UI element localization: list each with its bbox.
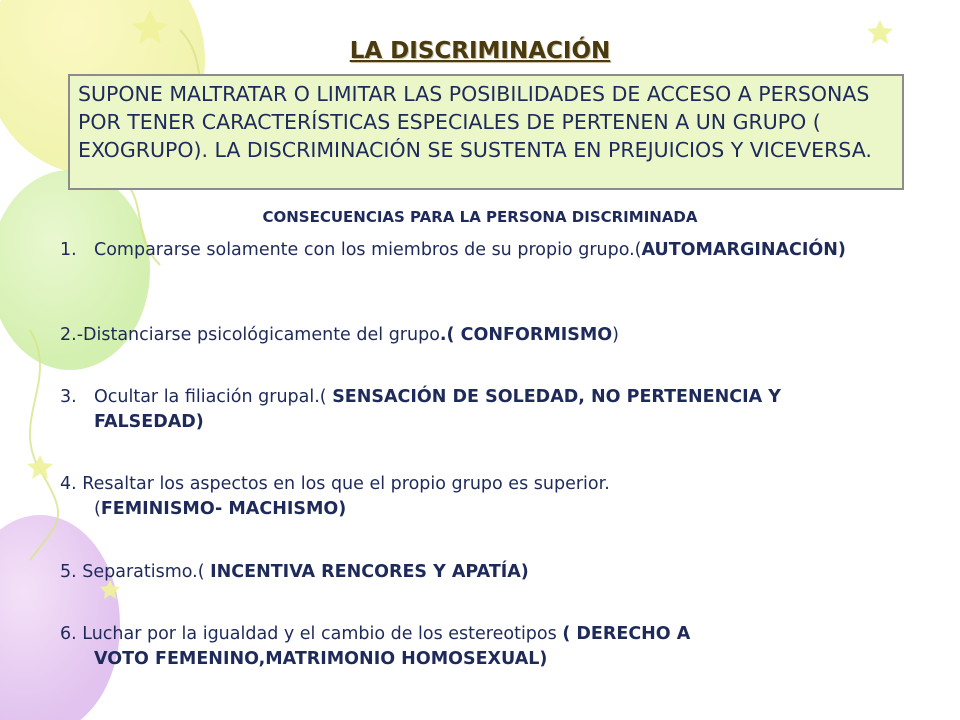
consequence-item-6 — [60, 622, 900, 672]
consequence-item-2 — [60, 323, 860, 348]
consequence-item-1 — [60, 238, 860, 263]
consequence-item-4 — [60, 472, 860, 522]
item-emphasis: SENSACIÓN DE SOLEDAD, NO PERTENENCIA Y FALSEDAD) — [94, 387, 781, 432]
item-emphasis-cont: VOTO FEMENINO,MATRIMONIO HOMOSEXUAL) — [94, 649, 548, 669]
item-text: Ocultar la filiación grupal.( — [94, 387, 333, 407]
page-title: LA DISCRIMINACIÓN — [349, 38, 611, 64]
item-emphasis: .( CONFORMISMO — [439, 325, 613, 345]
item-emphasis: FEMINISMO- MACHISMO) — [100, 499, 347, 519]
item-emphasis: AUTOMARGINACIÓN) — [641, 240, 846, 260]
consequences-heading: CONSECUENCIAS PARA LA PERSONA DISCRIMINADA — [262, 208, 698, 226]
consequence-item-5 — [60, 560, 860, 585]
item-text: 5. Separatismo.( — [60, 562, 211, 582]
consequence-item-3 — [60, 385, 860, 435]
item-text: 2.-Distanciarse psicológicamente del grupo — [60, 325, 440, 345]
item-text: Compararse solamente con los miembros de su propio grupo.( — [94, 240, 642, 260]
item-emphasis: INCENTIVA RENCORES Y APATÍA) — [210, 562, 529, 582]
item-number: 1. — [60, 240, 77, 260]
item-text-after: ) — [612, 325, 619, 345]
item-text-paren: ( — [94, 499, 101, 519]
item-number: 3. — [60, 387, 77, 407]
item-text: 4. Resaltar los aspectos en los que el propio grupo es superior. — [60, 474, 610, 494]
balloon-purple-bottom — [0, 515, 120, 720]
item-emphasis: ( DERECHO A — [562, 624, 691, 644]
item-text: 6. Luchar por la igualdad y el cambio de los estereotipos — [60, 624, 563, 644]
definition-box: SUPONE MALTRATAR O LIMITAR LAS POSIBILIDADES DE ACCESO A PERSONAS POR TENER CARACTERÍSTICAS ESPECIALES DE PERTENEN A UN GRUPO ( EXOGRUPO). LA DISCRIMINACIÓN SE SUSTENTA EN PREJUICIOS Y VICEVERSA. — [68, 74, 904, 190]
